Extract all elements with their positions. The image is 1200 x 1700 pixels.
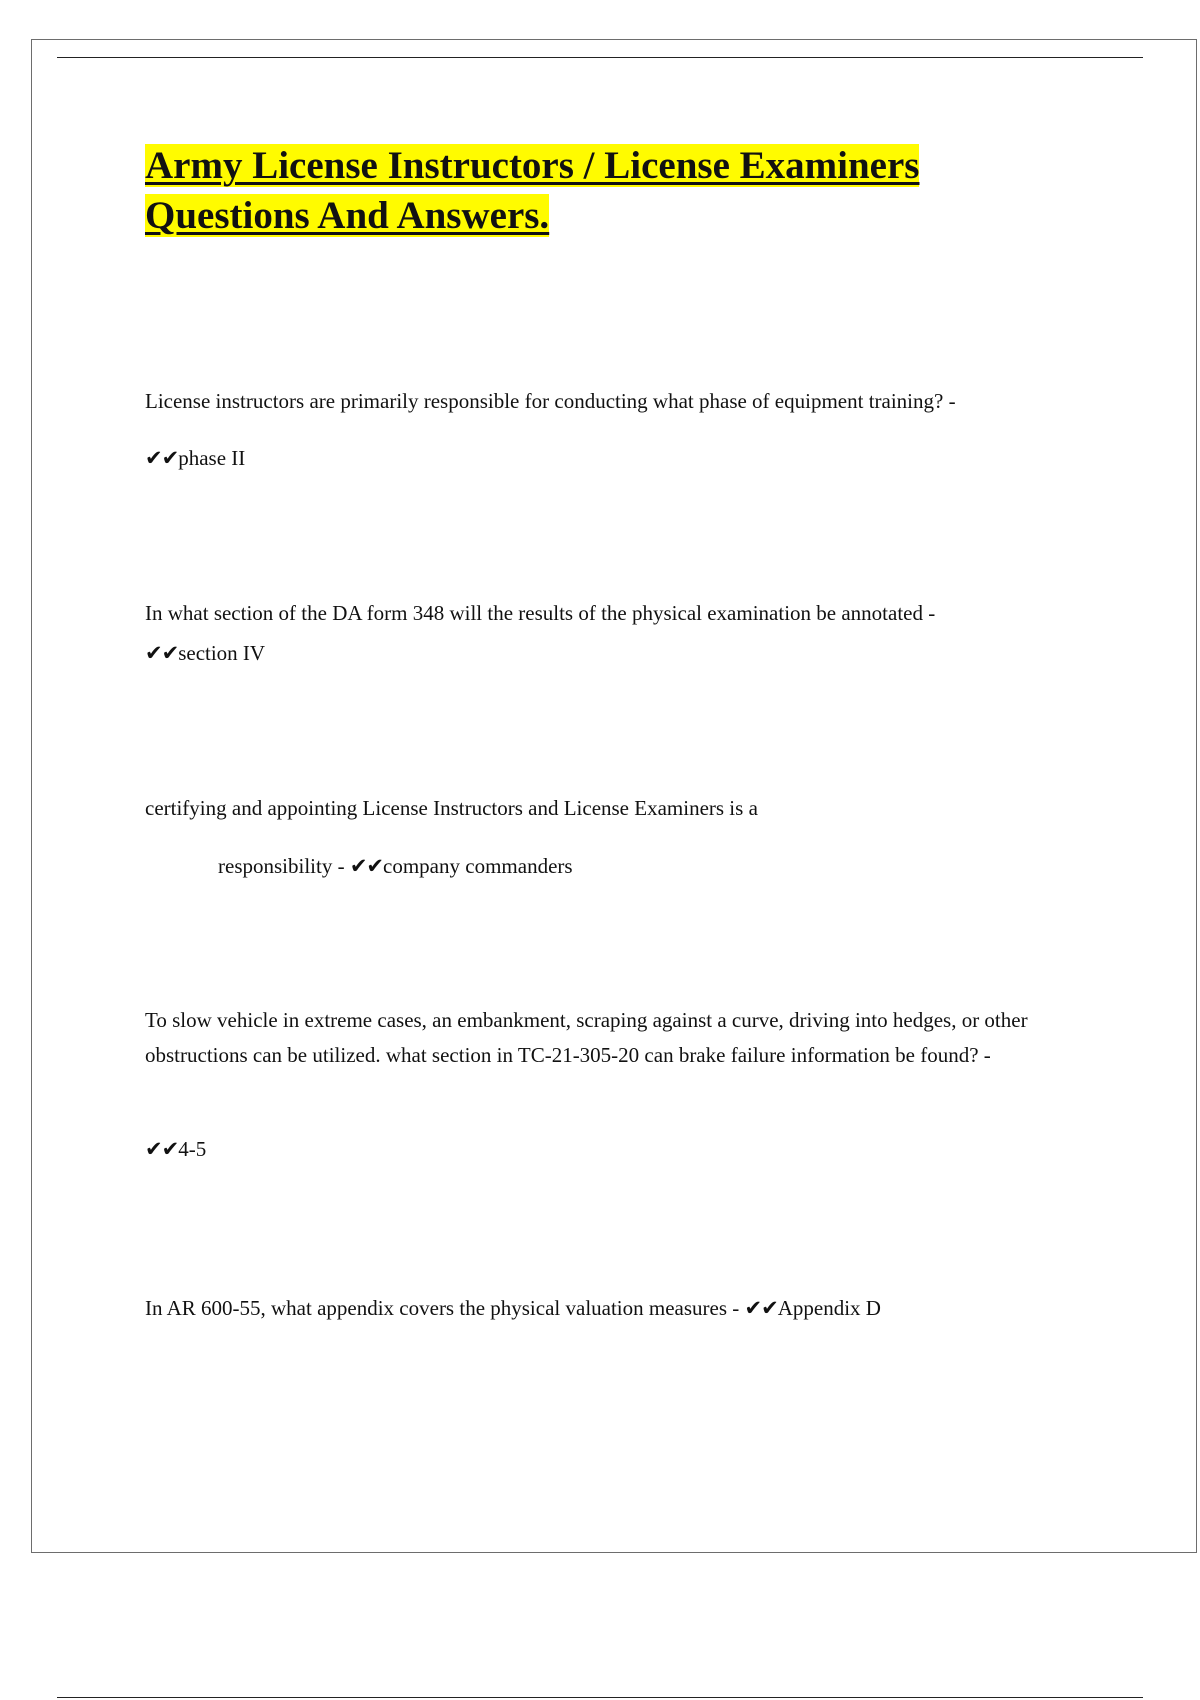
answer-3-text: company commanders [383,854,573,878]
double-check-icon: ✔✔ [744,1296,778,1320]
answer-2-text: section IV [178,641,266,665]
title-line-1: Army License Instructors / License Examiners [145,144,920,187]
answer-3 [145,849,1138,884]
double-check-icon: ✔✔ [349,854,384,878]
answer-2 [145,636,1065,671]
bottom-rule [57,1697,1143,1698]
answer-3-prefix: responsibility - [218,854,345,878]
question-4: To slow vehicle in extreme cases, an embankment, scraping against a curve, driving into hedges, or other obstructions can be utilized. what section in TC-21-305-20 can brake failure information be found? - [145,1008,1028,1067]
question-2: In what section of the DA form 348 will the results of the physical examination be annotated - [145,601,936,625]
answer-4-text: 4-5 [178,1137,207,1161]
answer-1-text: phase II [178,446,246,470]
question-3: certifying and appointing License Instructors and License Examiners is a [145,796,758,820]
top-rule [57,57,1143,58]
answer-5-text: Appendix D [777,1296,881,1320]
answer-4 [145,1132,1065,1167]
double-check-icon: ✔✔ [145,1137,179,1161]
double-check-icon: ✔✔ [145,641,179,665]
question-5: In AR 600-55, what appendix covers the physical valuation measures - [145,1296,740,1320]
double-check-icon: ✔✔ [145,446,179,470]
document-title [145,141,1045,241]
question-answer-5 [145,1291,1065,1326]
answer-1 [145,441,1065,476]
question-1: License instructors are primarily responsible for conducting what phase of equipment training? - [145,389,956,413]
title-line-2: Questions And Answers. [145,194,550,237]
